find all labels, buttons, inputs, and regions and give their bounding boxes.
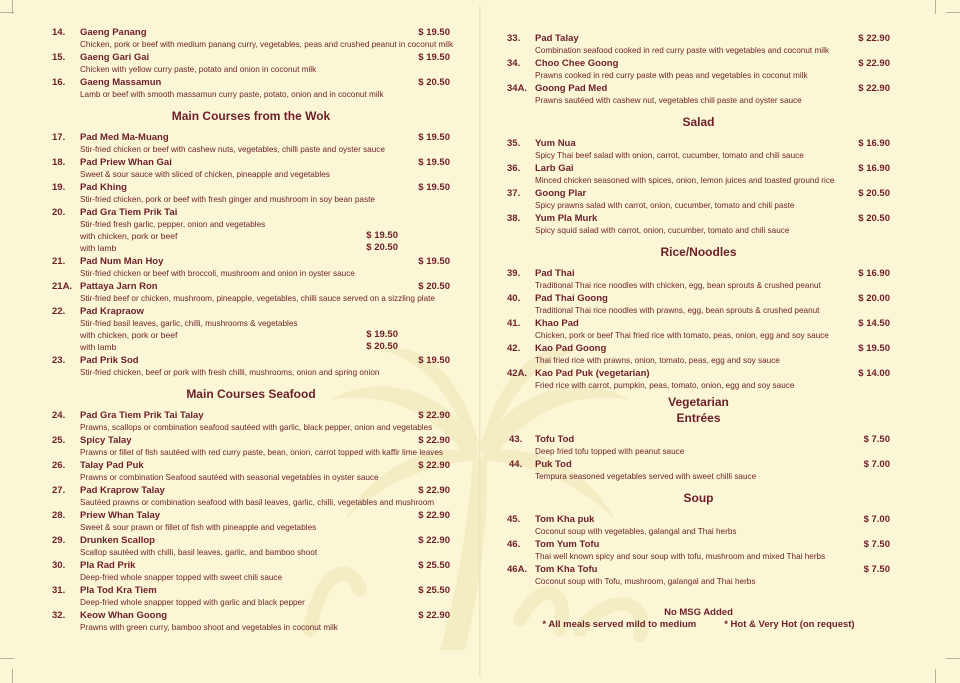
item-number: 42A. xyxy=(507,368,528,379)
section-subheading: Entrées xyxy=(676,411,721,425)
option-price: $ 19.50 xyxy=(366,230,398,241)
item-name: Goong Pad Med xyxy=(535,83,608,94)
item-description: Stir-fried beef or chicken, mushroom, pineapple, vegetables, chilli sauce served on a sizzling plate xyxy=(80,294,435,303)
option-price: $ 19.50 xyxy=(366,329,398,340)
item-number: 23. xyxy=(52,355,66,366)
item-name: Pattaya Jarn Ron xyxy=(80,281,158,292)
option-label: with lamb xyxy=(80,342,117,352)
menu-item xyxy=(52,256,450,279)
menu-section xyxy=(52,108,450,378)
item-description: Lamb or beef with smooth massamun curry paste, potato, onion and in coconut milk xyxy=(80,90,384,99)
menu-item xyxy=(52,460,450,483)
item-name: Pad Krapraow xyxy=(80,306,144,317)
menu-item xyxy=(52,485,450,508)
menu-item xyxy=(52,27,454,50)
item-number: 40. xyxy=(507,293,521,304)
item-name: Goong Plar xyxy=(535,188,587,199)
item-description: Prawns, scallops or combination seafood sautéed with garlic, black pepper, onion and vegetables xyxy=(80,423,433,432)
option-price: $ 20.50 xyxy=(366,341,398,352)
item-description: Traditional Thai rice noodles with chicken, egg, bean sprouts & crushed peanut xyxy=(535,281,821,290)
item-price: $ 14.50 xyxy=(858,318,890,329)
item-description: Chicken, pork or beef Thai fried rice with tomato, peas, onion, egg and soy sauce xyxy=(535,331,829,340)
item-description: Tempura seasoned vegetables served with sweet chilli sauce xyxy=(535,472,757,481)
item-description: Minced chicken seasoned with spices, onion, lemon juices and toasted ground rice xyxy=(535,176,835,185)
item-description: Coconut soup with Tofu, mushroom, galangal and Thai herbs xyxy=(535,577,756,586)
item-name: Gaeng Panang xyxy=(80,27,147,38)
item-price: $ 20.50 xyxy=(418,281,450,292)
item-name: Pad Thai xyxy=(535,268,575,279)
item-price: $ 19.50 xyxy=(418,52,450,63)
item-price: $ 22.90 xyxy=(418,460,450,471)
section-heading: Soup xyxy=(683,491,714,505)
menu-section xyxy=(507,33,890,106)
item-number: 42. xyxy=(507,343,521,354)
item-name: Pad Priew Whan Gai xyxy=(80,157,172,168)
item-description: Prawns or combination Seafood sautéed with seasonal vegetables in oyster sauce xyxy=(80,473,379,482)
item-description: Fried rice with carrot, pumpkin, peas, tomato, onion, egg and soy sauce xyxy=(535,381,795,390)
item-description: Thai fried rice with prawns, onion, tomato, peas, egg and soy sauce xyxy=(535,356,780,365)
menu-section xyxy=(507,244,890,391)
item-name: Kao Pad Goong xyxy=(535,343,607,354)
item-name: Tom Kha Tofu xyxy=(535,564,598,575)
menu-item xyxy=(507,163,890,186)
item-description: Spicy Thai beef salad with onion, carrot, cucumber, tomato and chili sauce xyxy=(535,151,804,160)
item-number: 30. xyxy=(52,560,66,571)
menu-item xyxy=(507,368,890,391)
item-number: 34. xyxy=(507,58,521,69)
item-price: $ 20.50 xyxy=(418,77,450,88)
item-name: Pad Med Ma-Muang xyxy=(80,132,169,143)
item-number: 20. xyxy=(52,207,66,218)
item-number: 46. xyxy=(507,539,521,550)
item-number: 33. xyxy=(507,33,521,44)
item-number: 46A. xyxy=(507,564,528,575)
item-description: Combination seafood cooked in red curry paste with vegetables and coconut milk xyxy=(535,46,830,55)
item-option xyxy=(80,341,398,353)
menu-item xyxy=(52,52,450,75)
item-price: $ 19.50 xyxy=(858,343,890,354)
item-number: 24. xyxy=(52,410,66,421)
item-description: Spicy prawns salad with carrot, onion, cucumber, tomato and chili paste xyxy=(535,201,795,210)
item-name: Tom Yum Tofu xyxy=(535,539,600,550)
item-number: 28. xyxy=(52,510,66,521)
item-name: Pad Gra Tiem Prik Tai Talay xyxy=(80,410,204,421)
item-price: $ 20.50 xyxy=(858,188,890,199)
item-price: $ 19.50 xyxy=(418,182,450,193)
menu-section xyxy=(52,27,454,100)
menu-item xyxy=(507,213,890,236)
menu-section xyxy=(507,394,890,482)
item-number: 37. xyxy=(507,188,521,199)
item-name: Kao Pad Puk (vegetarian) xyxy=(535,368,650,379)
item-description: Sweet & sour sauce with sliced of chicken, pineapple and vegetables xyxy=(80,170,330,179)
menu-item xyxy=(507,58,890,81)
item-price: $ 16.90 xyxy=(858,163,890,174)
menu-item xyxy=(507,539,890,562)
item-name: Tom Kha puk xyxy=(535,514,595,525)
menu-right-column xyxy=(507,33,890,631)
item-description: Sautéed prawns or combination seafood with basil leaves, garlic, chilli, vegetables and mushroom xyxy=(80,498,435,507)
menu-notes xyxy=(507,607,890,631)
item-name: Pad Talay xyxy=(535,33,579,44)
crop-mark xyxy=(946,658,960,671)
section-heading: Main Courses from the Wok xyxy=(171,109,331,123)
item-number: 36. xyxy=(507,163,521,174)
item-price: $ 22.90 xyxy=(418,610,450,621)
item-price: $ 7.50 xyxy=(863,539,890,550)
crop-mark xyxy=(12,0,25,14)
item-option xyxy=(80,242,398,254)
item-name: Talay Pad Puk xyxy=(80,460,144,471)
item-number: 21. xyxy=(52,256,66,267)
item-name: Gaeng Massamun xyxy=(80,77,162,88)
item-name: Pad Kraprow Talay xyxy=(80,485,165,496)
item-name: Pla Tod Kra Tiem xyxy=(80,585,157,596)
item-description: Deep fried tofu topped with peanut sauce xyxy=(535,447,685,456)
note-hot: * Hot & Very Hot (on request) xyxy=(724,619,855,630)
menu-item xyxy=(507,343,890,366)
item-number: 38. xyxy=(507,213,521,224)
item-description: Stir-fried chicken or beef with cashew nuts, vegetables, chilli paste and oyster sauce xyxy=(80,145,385,154)
item-description: Chicken with yellow curry paste, potato and onion in coconut milk xyxy=(80,65,317,74)
item-description: Deep-fried whole snapper topped with sweet chili sauce xyxy=(80,573,283,582)
item-description: Prawns sautéed with cashew nut, vegetables chili paste and oyster sauce xyxy=(535,96,802,105)
item-number: 41. xyxy=(507,318,521,329)
item-description: Prawns or fillet of fish sautéed with red curry paste, bean, onion, carrot topped with kaffir lime leaves xyxy=(80,448,444,457)
item-description: Traditional Thai rice noodles with prawns, egg, bean sprouts & crushed peanut xyxy=(535,306,820,315)
menu-item xyxy=(507,268,890,291)
menu-item xyxy=(52,560,450,583)
item-price: $ 7.00 xyxy=(863,514,890,525)
item-price: $ 7.50 xyxy=(863,434,890,445)
note-spice-row xyxy=(507,619,890,631)
item-name: Pad Khing xyxy=(80,182,127,193)
item-name: Drunken Scallop xyxy=(80,535,155,546)
item-number: 21A. xyxy=(52,281,73,292)
item-number: 25. xyxy=(52,435,66,446)
item-name: Priew Whan Talay xyxy=(80,510,161,521)
menu-item xyxy=(52,207,450,254)
item-option xyxy=(80,230,398,242)
item-price: $ 22.90 xyxy=(418,510,450,521)
menu-item xyxy=(52,157,450,180)
menu-left-column xyxy=(52,27,454,635)
item-price: $ 22.90 xyxy=(418,535,450,546)
note-no-msg: No MSG Added xyxy=(664,607,733,618)
option-label: with lamb xyxy=(80,243,117,253)
item-number: 29. xyxy=(52,535,66,546)
item-name: Keow Whan Goong xyxy=(80,610,168,621)
item-number: 39. xyxy=(507,268,521,279)
item-price: $ 25.50 xyxy=(418,560,450,571)
item-number: 19. xyxy=(52,182,66,193)
item-option xyxy=(80,329,398,341)
option-price: $ 20.50 xyxy=(366,242,398,253)
item-number: 31. xyxy=(52,585,66,596)
item-description: Prawns with green curry, bamboo shoot and vegetables in coconut milk xyxy=(80,623,338,632)
menu-item xyxy=(52,585,450,608)
menu-item xyxy=(52,132,450,155)
item-number: 35. xyxy=(507,138,521,149)
item-name: Pad Prik Sod xyxy=(80,355,139,366)
item-price: $ 20.00 xyxy=(858,293,890,304)
item-name: Tofu Tod xyxy=(535,434,575,445)
item-price: $ 22.90 xyxy=(418,485,450,496)
menu-section xyxy=(507,490,890,587)
item-name: Yum Pla Murk xyxy=(535,213,598,224)
item-number: 43. xyxy=(509,434,523,445)
item-name: Gaeng Gari Gai xyxy=(80,52,150,63)
menu-section xyxy=(52,386,450,633)
item-description: Stir-fried chicken or beef with broccoli, mushroom and onion in oyster sauce xyxy=(80,269,355,278)
item-price: $ 16.90 xyxy=(858,268,890,279)
item-name: Pad Gra Tiem Prik Tai xyxy=(80,207,178,218)
item-number: 14. xyxy=(52,27,66,38)
item-number: 17. xyxy=(52,132,66,143)
crop-mark xyxy=(935,0,948,14)
item-description: Prawns cooked in red curry paste with peas and vegetables in coconut milk xyxy=(535,71,808,80)
section-heading: Salad xyxy=(682,115,715,129)
item-price: $ 20.50 xyxy=(858,213,890,224)
item-description: Scallop sautéed with chilli, basil leaves, garlic, and bamboo shoot xyxy=(80,548,318,557)
section-heading: Main Courses Seafood xyxy=(186,387,316,401)
item-price: $ 22.90 xyxy=(418,410,450,421)
item-number: 18. xyxy=(52,157,66,168)
item-price: $ 16.90 xyxy=(858,138,890,149)
item-price: $ 19.50 xyxy=(418,157,450,168)
item-description: Chicken, pork or beef with medium panang curry, vegetables, peas and crushed peanut in coconut milk xyxy=(80,40,454,49)
item-number: 22. xyxy=(52,306,66,317)
item-number: 34A. xyxy=(507,83,528,94)
menu-item xyxy=(507,83,890,106)
menu-item xyxy=(52,306,450,353)
option-label: with chicken, pork or beef xyxy=(80,330,178,340)
item-number: 15. xyxy=(52,52,66,63)
menu-item xyxy=(52,182,450,205)
item-price: $ 19.50 xyxy=(418,132,450,143)
option-label: with chicken, pork or beef xyxy=(80,231,178,241)
item-number: 44. xyxy=(509,459,523,470)
section-heading: Vegetarian xyxy=(668,395,729,409)
item-name: Khao Pad xyxy=(535,318,579,329)
item-description: Spicy squid salad with carrot, onion, cucumber, tomato and chili sauce xyxy=(535,226,790,235)
item-price: $ 7.00 xyxy=(863,459,890,470)
menu-item xyxy=(507,188,890,211)
item-number: 32. xyxy=(52,610,66,621)
item-name: Puk Tod xyxy=(535,459,572,470)
menu-item xyxy=(507,318,890,341)
note-mild: * All meals served mild to medium xyxy=(542,619,697,630)
item-description: Thai well known spicy and sour soup with tofu, mushroom and mixed Thai herbs xyxy=(535,552,826,561)
menu-item xyxy=(507,33,890,56)
item-description: Coconut soup with vegetables, galangal and Thai herbs xyxy=(535,527,737,536)
menu-section xyxy=(507,114,890,236)
menu-item xyxy=(507,434,890,457)
item-description: Stir-fried chicken, pork or beef with fresh ginger and mushroom in soy bean paste xyxy=(80,195,375,204)
item-price: $ 22.90 xyxy=(858,33,890,44)
item-price: $ 19.50 xyxy=(418,256,450,267)
menu-item xyxy=(52,77,450,100)
item-price: $ 7.50 xyxy=(863,564,890,575)
menu-item xyxy=(52,355,450,378)
menu-item xyxy=(507,459,890,482)
item-price: $ 25.50 xyxy=(418,585,450,596)
item-name: Pad Thai Goong xyxy=(535,293,608,304)
item-price: $ 19.50 xyxy=(418,355,450,366)
item-description: Stir-fried chicken, beef or pork with fresh chilli, mushrooms, onion and spring onion xyxy=(80,368,380,377)
item-price: $ 22.90 xyxy=(418,435,450,446)
item-price: $ 14.00 xyxy=(858,368,890,379)
menu-item xyxy=(52,410,450,433)
item-number: 27. xyxy=(52,485,66,496)
menu-item xyxy=(507,293,890,316)
item-name: Spicy Talay xyxy=(80,435,132,446)
menu-item xyxy=(52,281,450,304)
menu-item xyxy=(52,435,450,458)
item-name: Pad Num Man Hoy xyxy=(80,256,164,267)
item-name: Choo Chee Goong xyxy=(535,58,619,69)
item-name: Yum Nua xyxy=(535,138,576,149)
crop-mark xyxy=(12,669,25,683)
item-number: 16. xyxy=(52,77,66,88)
item-price: $ 22.90 xyxy=(858,83,890,94)
item-name: Larb Gai xyxy=(535,163,574,174)
menu-item xyxy=(507,514,890,537)
menu-item xyxy=(52,535,450,558)
item-description: Deep-fried whole snapper topped with garlic and black pepper xyxy=(80,598,305,607)
crop-mark xyxy=(946,12,960,25)
menu-item xyxy=(507,564,890,587)
item-description: Stir-fried basil leaves, garlic, chilli, mushrooms & vegetables xyxy=(80,319,298,328)
item-description: Stir-fried fresh garlic, pepper, onion and vegetables xyxy=(80,220,266,229)
crop-mark xyxy=(935,669,948,683)
item-number: 45. xyxy=(507,514,521,525)
item-description: Sweet & sour prawn or fillet of fish with pineapple and vegetables xyxy=(80,523,317,532)
item-price: $ 22.90 xyxy=(858,58,890,69)
item-price: $ 19.50 xyxy=(418,27,450,38)
menu-item xyxy=(52,510,450,533)
item-number: 26. xyxy=(52,460,66,471)
menu-item xyxy=(52,610,450,633)
item-name: Pla Rad Prik xyxy=(80,560,136,571)
menu-item xyxy=(507,138,890,161)
section-heading: Rice/Noodles xyxy=(660,245,737,259)
